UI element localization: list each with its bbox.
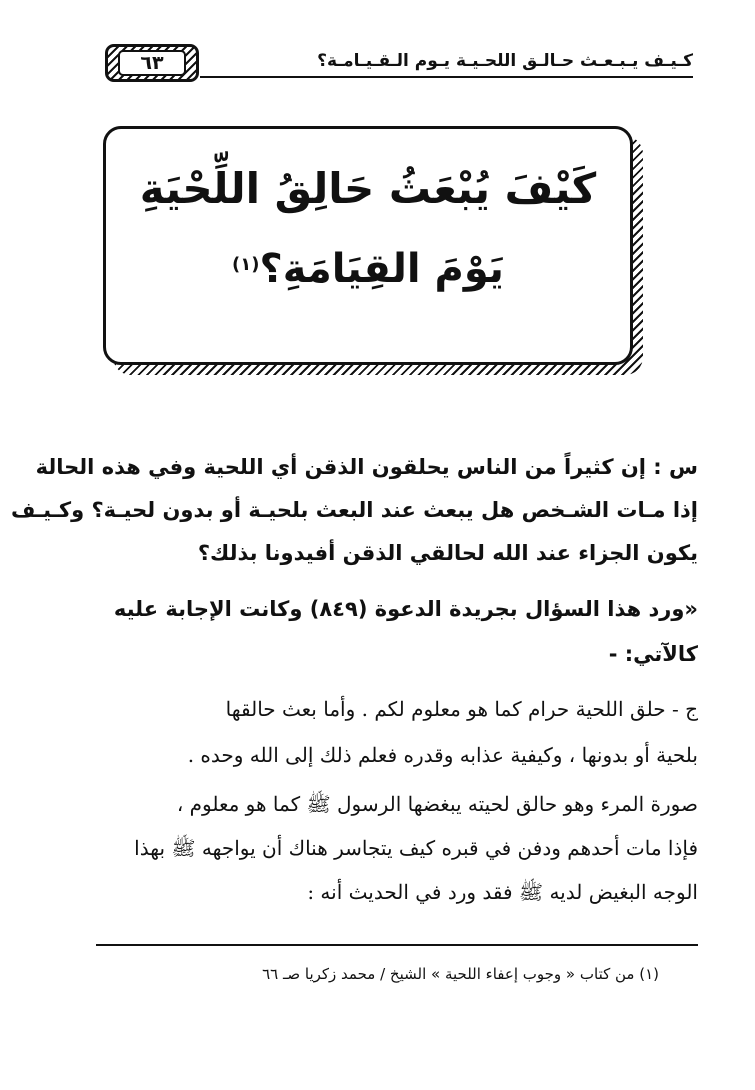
body-line: صورة المرء وهو حالق لحيته يبغضها الرسول ﷺ كما هو معلوم ، (176, 792, 698, 816)
chapter-title-line-2 (106, 239, 630, 299)
body-line: فإذا مات أحدهم ودفن في قبره كيف يتجاسر هناك أن يواجهه ﷺ بهذا (134, 836, 698, 860)
answer-paragraph (96, 686, 698, 778)
question-line: إذا مـات الشـخص هل يبعث عند البعث بلحيـة أو بدون لحيـة؟ وكـيـف (10, 498, 698, 522)
source-line: «ورد هذا السؤال بجريدة الدعوة (٨٤٩) وكانت الإجابة عليه (113, 597, 698, 621)
page-number-frame (105, 44, 199, 82)
body-line: الوجه البغيض لديه ﷺ فقد ورد في الحديث أنه : (307, 880, 698, 904)
second-paragraph (96, 782, 698, 914)
footnote-marker: (١) (232, 254, 260, 275)
source-paragraph (96, 587, 698, 677)
running-header-title: كـيـف يـبـعـث حـالـق اللحـيـة يـوم الـقـيـامـة؟ (317, 51, 693, 71)
page-number: ٦٣ (118, 50, 186, 76)
footnote-text: (١) من كتاب « وجوب إعفاء اللحية » الشيخ / محمد زكريا صـ ٦٦ (262, 965, 659, 983)
question-paragraph (10, 446, 698, 575)
header-rule (200, 76, 693, 78)
answer-line: بلحية أو بدونها ، وكيفية عذابه وقدره فعلم ذلك إلى الله وحده . (187, 743, 698, 767)
question-line: يكون الجزاء عند الله لحالقي الذقن أفيدونا بذلك؟ (197, 541, 698, 565)
chapter-title-line-2-text: يَوْمَ القِيَامَةِ؟ (259, 246, 504, 292)
chapter-title-line-1: كَيْفَ يُبْعَثُ حَالِقُ اللِّحْيَةِ (139, 164, 597, 213)
footnote-rule (96, 944, 698, 946)
chapter-title-box (103, 126, 633, 365)
source-line: كالآتي: - (608, 642, 698, 666)
question-line: س : إن كثيراً من الناس يحلقون الذقن أي اللحية وفي هذه الحالة (35, 455, 698, 479)
answer-line: ج - حلق اللحية حرام كما هو معلوم لكم . وأما بعث حالقها (225, 697, 698, 721)
